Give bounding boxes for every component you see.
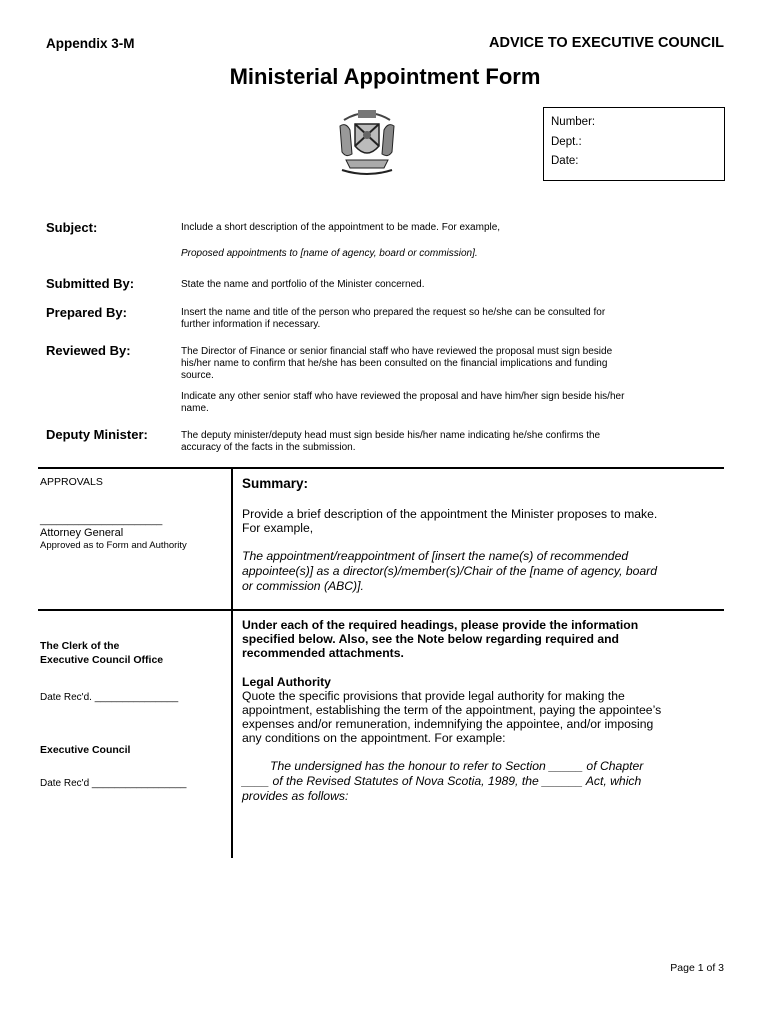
executive-council-date-received[interactable]: Date Rec'd _________________ [40, 778, 187, 789]
coat-of-arms-icon [336, 108, 398, 176]
prepared-by-text-2: further information if necessary. [181, 319, 321, 330]
deputy-minister-text-1: The deputy minister/deputy head must sign beside his/her name indicating he/she confirms the [181, 430, 601, 441]
summary-example-1: The appointment/reappointment of [insert the name(s) of recommended [242, 549, 629, 563]
clerk-label-1: The Clerk of the [40, 640, 120, 652]
required-headings-text-1: Under each of the required headings, please provide the information [242, 618, 639, 632]
dept-field-label[interactable]: Dept.: [551, 136, 582, 148]
reviewed-by-text-1: The Director of Finance or senior financial staff who have reviewed the proposal must sign beside [181, 346, 613, 357]
prepared-by-text-1: Insert the name and title of the person who prepared the request so he/she can be consulted for [181, 307, 606, 318]
legal-authority-text-1: Quote the specific provisions that provide legal authority for making the [242, 689, 625, 703]
prepared-by-label: Prepared By: [46, 305, 127, 320]
legal-quote-1: The undersigned has the honour to refer to Section _____ of Chapter [270, 759, 644, 773]
reviewed-by-text-4: Indicate any other senior staff who have reviewed the proposal and have him/her sign beside his/her [181, 391, 625, 402]
legal-authority-text-3: expenses and/or remuneration, indemnifying the appointee, and/or imposing [242, 717, 654, 731]
summary-example-2: appointee(s)] as a director(s)/member(s)/Chair of the [name of agency, board [242, 564, 658, 578]
reference-box [543, 107, 725, 181]
summary-example-3: or commission (ABC)]. [242, 579, 364, 593]
summary-text-1: Provide a brief description of the appointment the Minister proposes to make. [242, 507, 658, 521]
table-middle-rule [38, 609, 724, 611]
appendix-label: Appendix 3-M [46, 36, 135, 51]
reviewed-by-text-2: his/her name to confirm that he/she has been consulted on the financial implications and funding [181, 358, 608, 369]
deputy-minister-label: Deputy Minister: [46, 427, 148, 442]
required-headings-text-2: specified below. Also, see the Note below regarding required and [242, 632, 619, 646]
reviewed-by-text-5: name. [181, 403, 209, 414]
legal-quote-3: provides as follows: [242, 789, 349, 803]
subject-example: Proposed appointments to [name of agency, board or commission]. [181, 248, 478, 259]
reviewed-by-label: Reviewed By: [46, 343, 131, 358]
required-headings-text-3: recommended attachments. [242, 646, 404, 660]
clerk-date-received[interactable]: Date Rec'd. _______________ [40, 692, 179, 703]
subject-label: Subject: [46, 220, 98, 235]
submitted-by-text: State the name and portfolio of the Minister concerned. [181, 279, 425, 290]
number-field-label[interactable]: Number: [551, 116, 596, 128]
table-top-rule [38, 467, 724, 469]
summary-text-2: For example, [242, 521, 314, 535]
clerk-label-2: Executive Council Office [40, 654, 164, 666]
legal-quote-2: ____ of the Revised Statutes of Nova Scotia, 1989, the ______ Act, which [242, 774, 642, 788]
page-title: Ministerial Appointment Form [229, 64, 541, 89]
attorney-general-signature-line[interactable]: ______________________ [40, 515, 163, 526]
executive-council-label: Executive Council [40, 744, 131, 756]
legal-authority-text-2: appointment, establishing the term of the appointment, paying the appointee’s [242, 703, 662, 717]
approvals-heading: APPROVALS [40, 476, 103, 488]
submitted-by-label: Submitted By: [46, 276, 135, 291]
reviewed-by-text-3: source. [181, 370, 214, 381]
date-field-label[interactable]: Date: [551, 155, 579, 167]
legal-authority-text-4: any conditions on the appointment. For example: [242, 731, 506, 745]
summary-heading: Summary: [242, 476, 309, 491]
attorney-general-title: Attorney General [40, 527, 124, 539]
attorney-general-subtitle: Approved as to Form and Authority [40, 540, 187, 551]
deputy-minister-text-2: accuracy of the facts in the submission. [181, 442, 356, 453]
advice-label: ADVICE TO EXECUTIVE COUNCIL [489, 35, 724, 51]
page-number: Page 1 of 3 [670, 962, 724, 974]
legal-authority-heading: Legal Authority [242, 675, 331, 689]
table-column-divider [231, 468, 233, 858]
subject-text: Include a short description of the appointment to be made. For example, [181, 222, 501, 233]
